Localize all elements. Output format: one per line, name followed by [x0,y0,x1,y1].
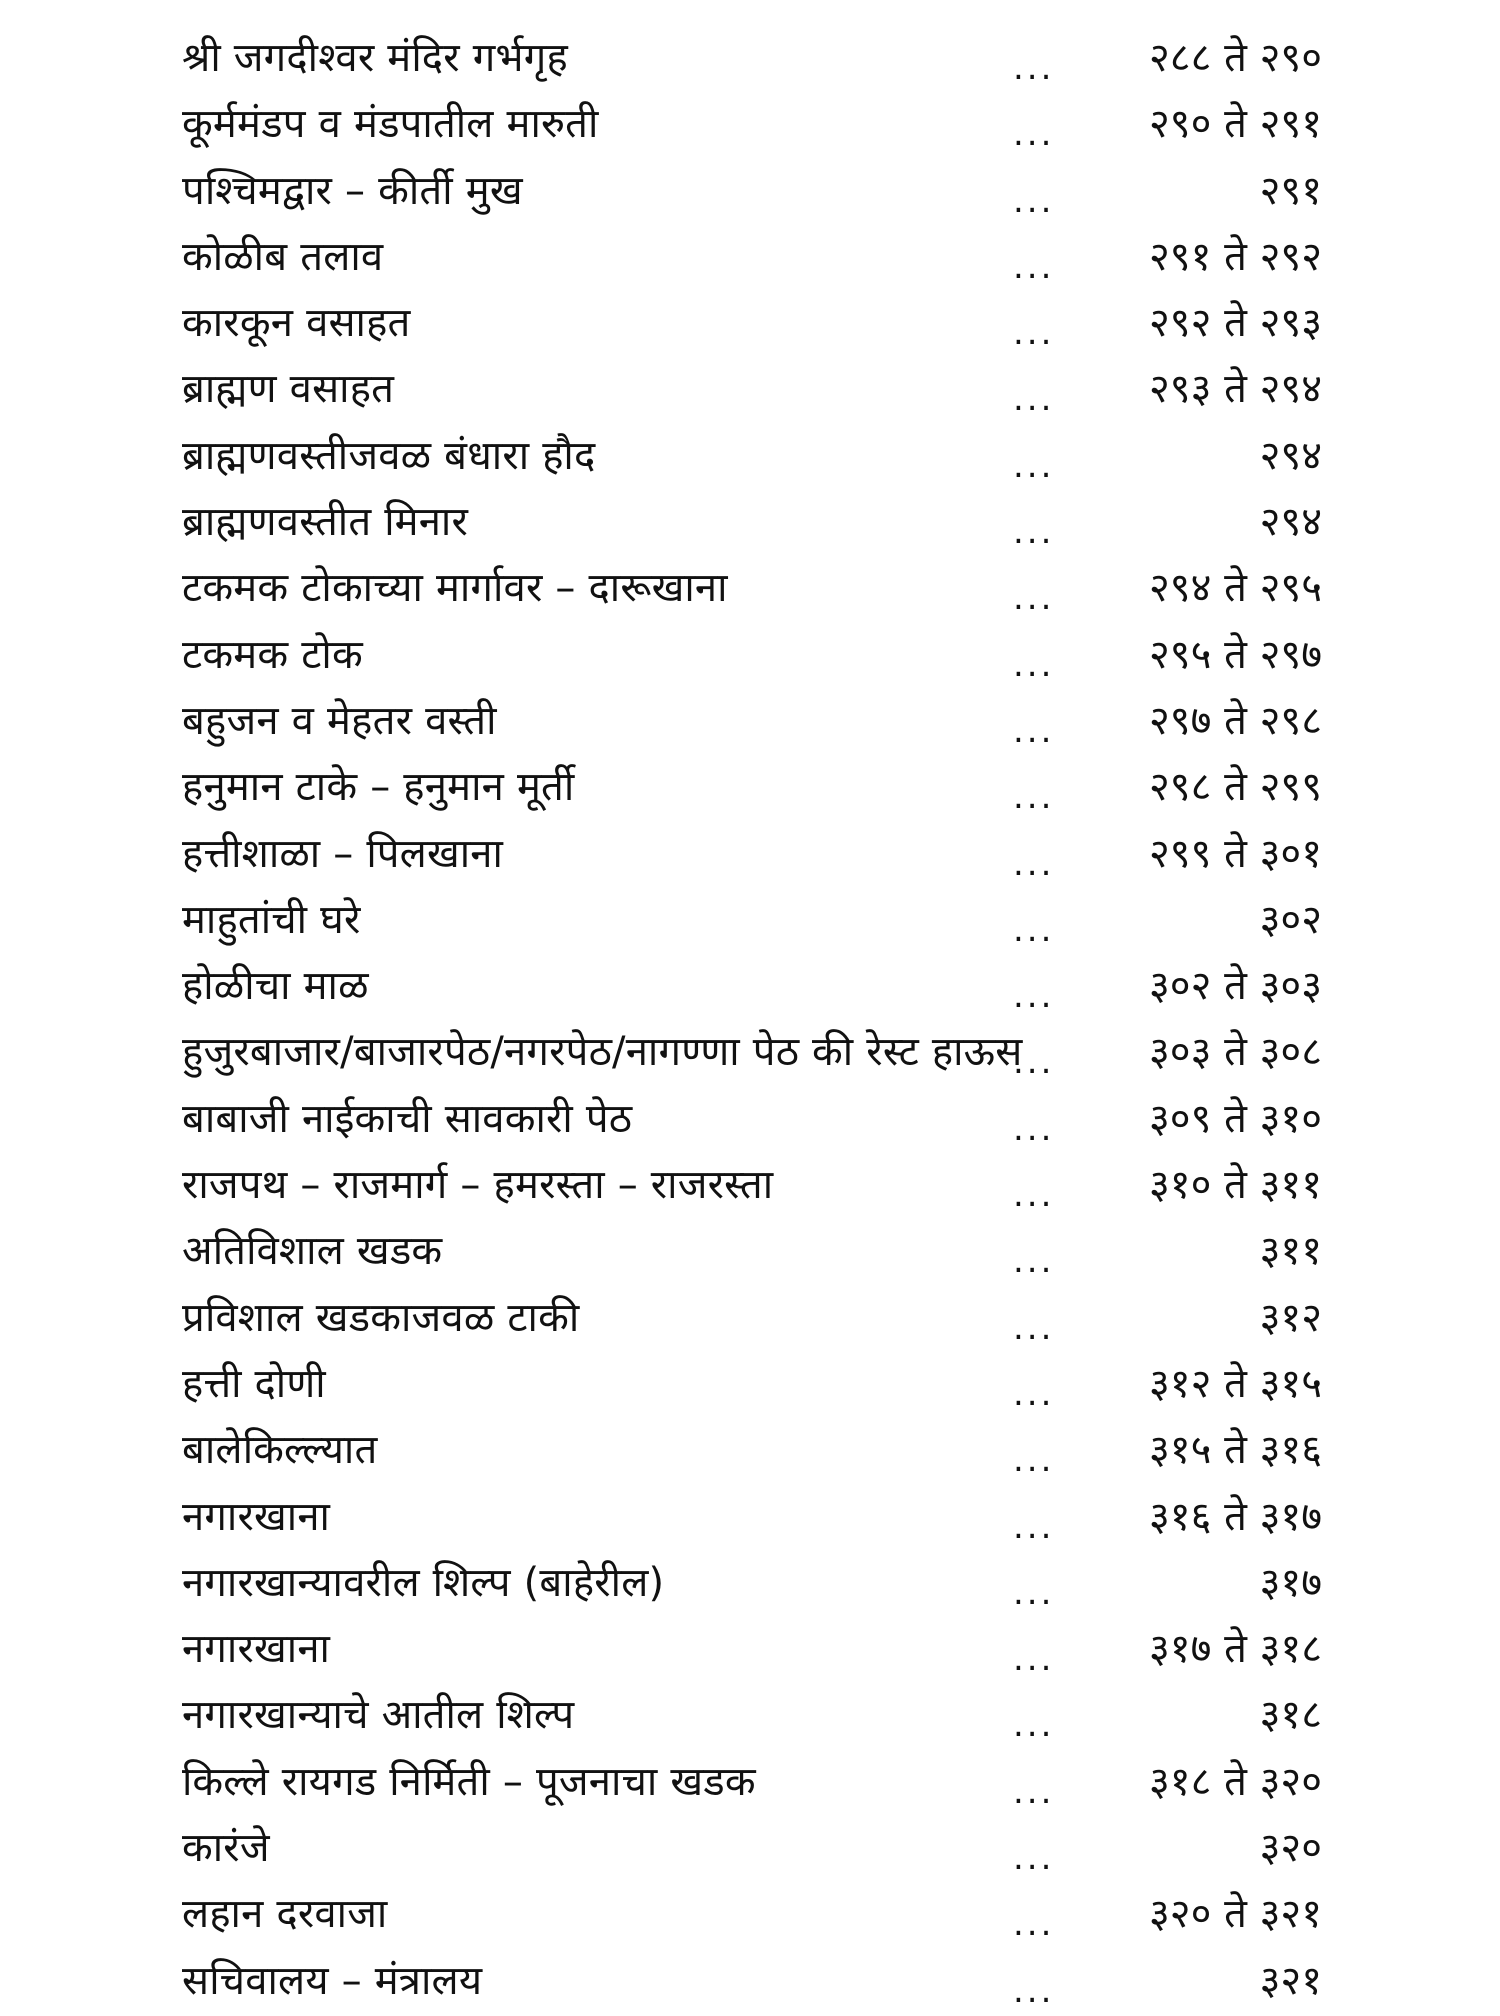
toc-entry-title: कारकून वसाहत [182,300,411,347]
toc-entry-pages: ३१२ ते ३१५ [1148,1360,1322,1407]
toc-entry-leader: ... [1013,1307,1055,1348]
toc-entry-pages: २९४ [1259,432,1322,479]
toc-entry-leader: ... [1013,1838,1055,1879]
toc-entry-leader: ... [1013,777,1055,818]
toc-entry-pages: ३०२ [1259,896,1322,943]
toc-entry-pages: २९५ ते २९७ [1148,631,1322,678]
toc-entry [0,491,1500,557]
toc-entry [0,1486,1500,1552]
toc-entry-title: नगारखाना [182,1493,331,1540]
toc-entry-title: हनुमान टाके – हनुमान मूर्ती [182,764,575,811]
toc-entry [0,226,1500,292]
toc-entry-leader: ... [1013,1175,1055,1216]
toc-entry [0,690,1500,756]
toc-entry-leader: ... [1013,1904,1055,1945]
toc-entry-pages: २९९ ते ३०१ [1148,830,1322,877]
toc-entry-leader: ... [1013,445,1055,486]
toc-entry [0,1684,1500,1750]
toc-entry [0,1021,1500,1087]
toc-entry-leader: ... [1013,1572,1055,1613]
toc-entry-leader: ... [1013,1970,1055,2011]
toc-entry [0,557,1500,623]
toc-entry-pages: २९८ ते २९९ [1148,764,1322,811]
toc-entry-pages: ३०२ ते ३०३ [1148,963,1322,1010]
toc-entry-title: हुजुरबाजार/बाजारपेठ/नगरपेठ/नागण्णा पेठ की रेस्ट हाऊस [182,1029,1023,1076]
toc-entry-title: प्रविशाल खडकाजवळ टाकी [182,1294,580,1341]
toc-entry-title: अतिविशाल खडक [182,1228,443,1275]
toc-entry-title: कारंजे [182,1825,270,1872]
toc-entry-title: ब्राह्मणवस्तीत मिनार [182,499,469,546]
toc-entry [0,27,1500,93]
toc-entry-title: राजपथ – राजमार्ग – हमरस्ता – राजरस्ता [182,1162,774,1209]
toc-entry-leader: ... [1013,1373,1055,1414]
toc-entry [0,955,1500,1021]
toc-entry-leader: ... [1013,1771,1055,1812]
toc-entry-pages: ३२१ [1259,1957,1322,2004]
toc-entry [0,358,1500,424]
toc-entry-title: हत्तीशाळा – पिलखाना [182,830,504,877]
toc-entry-title: नगारखाना [182,1626,331,1673]
toc-entry-title: कोळीब तलाव [182,233,384,280]
toc-entry-pages: ३१२ [1259,1294,1322,1341]
toc-entry-pages: २९४ ते २९५ [1148,565,1322,612]
toc-entry-leader: ... [1013,909,1055,950]
toc-entry-leader: ... [1013,710,1055,751]
toc-entry-leader: ... [1013,1506,1055,1547]
toc-entry-title: बहुजन व मेहतर वस्ती [182,697,497,744]
toc-entry [0,756,1500,822]
toc-entry-title: श्री जगदीश्वर मंदिर गर्भगृह [182,35,568,81]
toc-entry [0,1154,1500,1220]
toc-entry-title: किल्ले रायगड निर्मिती – पूजनाचा खडक [182,1758,756,1805]
toc-entry [0,1353,1500,1419]
toc-entry-title: बालेकिल्ल्यात [182,1427,378,1474]
toc-entry-leader: ... [1013,313,1055,354]
toc-entry [0,823,1500,889]
toc-entry-pages: २८८ ते २९० [1148,35,1322,81]
table-of-contents [0,27,1500,2016]
toc-entry-leader: ... [1013,379,1055,420]
toc-entry-leader: ... [1013,180,1055,221]
toc-entry-leader: ... [1013,644,1055,685]
toc-entry [0,1287,1500,1353]
toc-entry-pages: २९० ते २९१ [1148,101,1322,148]
toc-entry [0,425,1500,491]
toc-entry-pages: ३१८ ते ३२० [1148,1758,1322,1805]
toc-entry-leader: ... [1013,1108,1055,1149]
toc-entry-pages: २९४ [1259,499,1322,546]
toc-entry-pages: २९१ [1259,167,1322,214]
toc-entry [0,1817,1500,1883]
toc-entry-title: ब्राह्मणवस्तीजवळ बंधारा हौद [182,432,596,479]
toc-entry [0,1883,1500,1949]
toc-entry-pages: २९२ ते २९३ [1148,300,1322,347]
toc-entry [0,889,1500,955]
toc-entry [0,292,1500,358]
toc-entry-leader: ... [1013,843,1055,884]
toc-entry-leader: ... [1013,1241,1055,1282]
toc-entry-pages: ३०३ ते ३०८ [1148,1029,1322,1076]
toc-entry-leader: ... [1013,1705,1055,1746]
toc-entry-leader: ... [1013,48,1055,88]
toc-entry-leader: ... [1013,578,1055,619]
toc-entry-pages: २९७ ते २९८ [1148,697,1322,744]
toc-entry-title: माहुतांची घरे [182,896,361,943]
toc-entry-title: लहान दरवाजा [182,1891,388,1938]
toc-entry [0,624,1500,690]
toc-entry-title: टकमक टोक [182,631,363,678]
toc-entry-pages: ३२० ते ३२१ [1148,1891,1322,1938]
toc-entry [0,1088,1500,1154]
toc-entry [0,160,1500,226]
toc-entry [0,93,1500,159]
toc-entry-leader: ... [1013,512,1055,553]
toc-entry-title: कूर्ममंडप व मंडपातील मारुती [182,101,599,148]
toc-entry-title: नगारखान्याचे आतील शिल्प [182,1692,575,1739]
toc-entry-leader: ... [1013,1440,1055,1481]
toc-entry-pages: ३१५ ते ३१६ [1148,1427,1322,1474]
toc-entry [0,1618,1500,1684]
toc-entry-pages: २९३ ते २९४ [1148,366,1322,413]
toc-entry-pages: ३०९ ते ३१० [1148,1095,1322,1142]
toc-entry [0,1950,1500,2016]
toc-entry-title: टकमक टोकाच्या मार्गावर – दारूखाना [182,565,728,612]
toc-entry-title: नगारखान्यावरील शिल्प (बाहेरील) [182,1559,665,1606]
toc-entry-pages: ३१८ [1259,1692,1322,1739]
toc-entry-title: पश्चिमद्वार – कीर्ती मुख [182,167,523,214]
toc-entry [0,1751,1500,1817]
toc-entry-leader: ... [1013,114,1055,155]
toc-entry-leader: ... [1013,976,1055,1017]
toc-entry-title: हत्ती दोणी [182,1360,326,1407]
toc-entry-pages: ३११ [1259,1228,1322,1275]
toc-entry-title: बाबाजी नाईकाची सावकारी पेठ [182,1095,633,1142]
toc-entry-leader: ... [1013,246,1055,287]
toc-entry-pages: ३१७ ते ३१८ [1148,1626,1322,1673]
toc-entry-pages: ३२० [1259,1825,1322,1872]
toc-entry-pages: २९१ ते २९२ [1148,233,1322,280]
toc-entry-pages: ३१६ ते ३१७ [1148,1493,1322,1540]
toc-entry-title: सचिवालय – मंत्रालय [182,1957,483,2004]
toc-entry-pages: ३१७ [1259,1559,1322,1606]
toc-entry-title: ब्राह्मण वसाहत [182,366,395,413]
toc-entry-pages: ३१० ते ३११ [1148,1162,1322,1209]
toc-entry-leader: ... [1013,1639,1055,1680]
toc-entry-title: होळीचा माळ [182,963,369,1010]
toc-entry [0,1220,1500,1286]
toc-entry [0,1419,1500,1485]
toc-entry-leader: ... [1013,1042,1055,1083]
toc-entry [0,1552,1500,1618]
